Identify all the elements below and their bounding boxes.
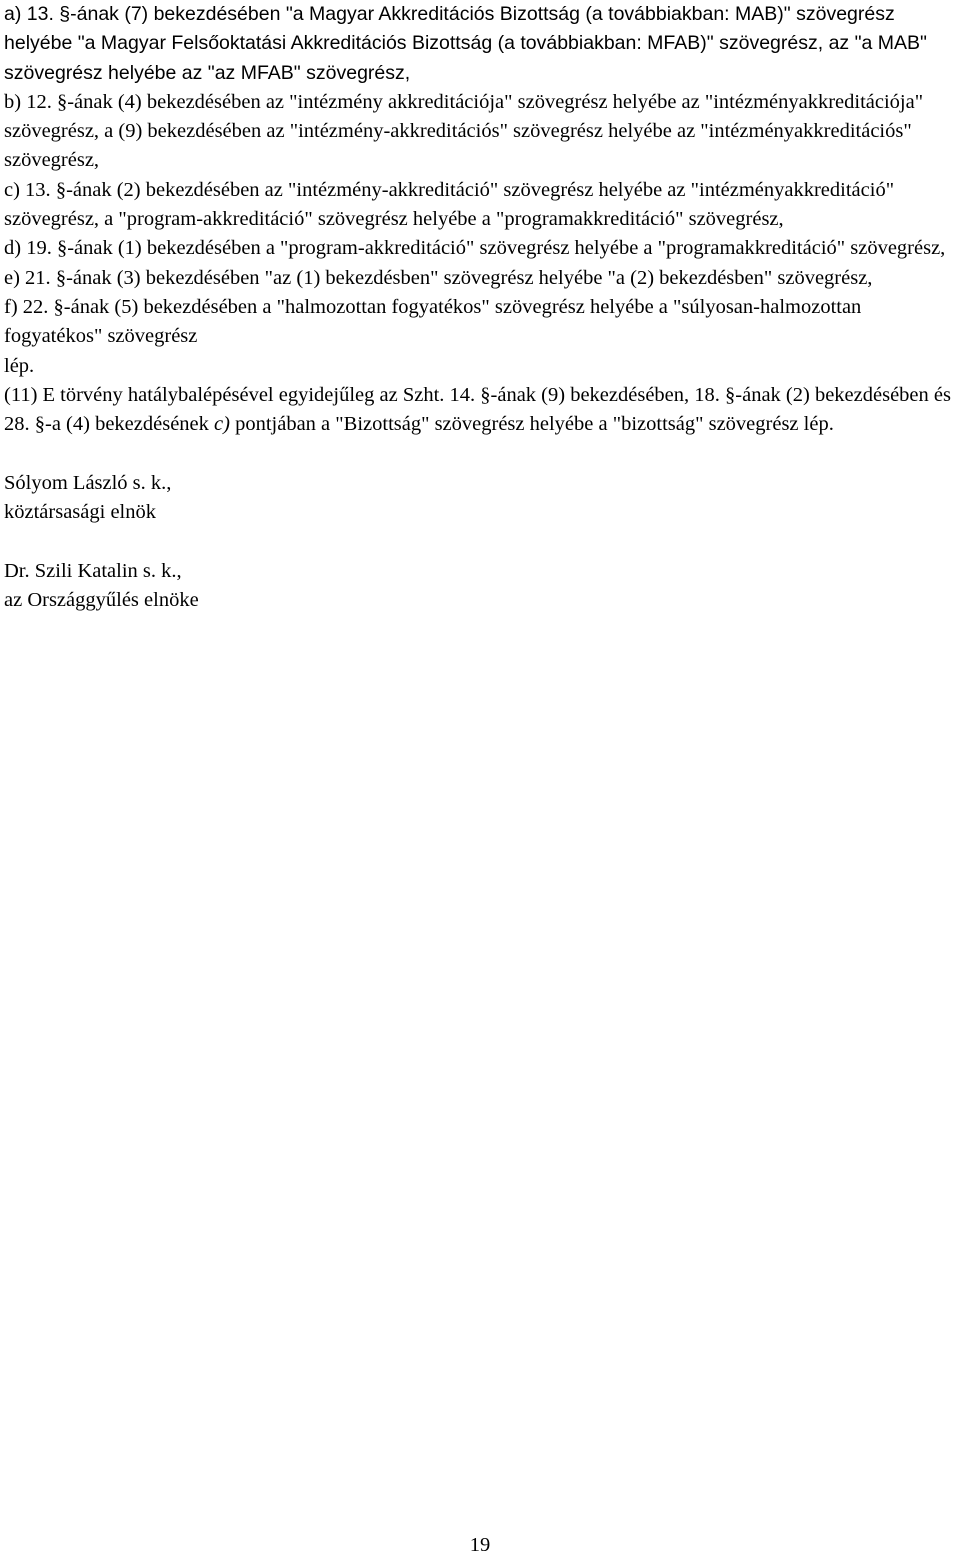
signatory-title: az Országgyűlés elnöke xyxy=(4,588,199,611)
closing-word: lép. xyxy=(4,354,35,377)
amendment-label: b) 12. xyxy=(4,90,52,113)
paragraph-11-point: c) xyxy=(214,413,230,436)
signatory-name: Sólyom László s. k., xyxy=(4,471,172,494)
signature-speaker xyxy=(4,557,956,616)
amendment-f xyxy=(4,293,956,352)
paragraph-11-before: (11) E törvény hatálybalépésével egyidejűleg az Szht. 14. §-ának (9) bekezdésében, 18. §-ának (2) bekezdésében és 28. §-a (4) bekezdésének xyxy=(4,383,951,436)
amendment-text: §-ának (5) bekezdésében a "halmozottan fogyatékos" szövegrész helyébe a "súlyosan-halmozottan fogyatékos" szövegrész xyxy=(4,295,862,348)
signature-president xyxy=(4,469,956,528)
amendment-e xyxy=(4,264,956,293)
amendment-a xyxy=(4,0,956,88)
amendment-c xyxy=(4,176,956,235)
amendment-label: f) 22. xyxy=(4,295,49,318)
amendment-label: d) 19. xyxy=(4,237,52,260)
amendment-text: §-ának (3) bekezdésében "az (1) bekezdésben" szövegrész helyébe "a (2) bekezdésben" szövegrész, xyxy=(50,266,873,289)
amendment-label: a) 13. xyxy=(4,3,54,25)
paragraph-11-after: pontjában a "Bizottság" szövegrész helyébe a "bizottság" szövegrész lép. xyxy=(229,413,834,436)
spacer xyxy=(4,527,956,556)
page-number: 19 xyxy=(469,1534,491,1556)
amendment-d xyxy=(4,234,956,263)
paragraph-11 xyxy=(4,381,956,440)
amendment-b xyxy=(4,88,956,176)
amendment-text: §-ának (4) bekezdésében az "intézmény akkreditációja" szövegrész helyébe az "intézményakkreditációja" szövegrész, a (9) bekezdésében az "intézmény-akkreditációs" szövegrész helyébe az "intézményakkreditációs" szövegrész, xyxy=(4,90,924,172)
amendment-text: §-ának (7) bekezdésében "a Magyar Akkreditációs Bizottság (a továbbiakban: MAB)" szövegrész helyébe "a Magyar Felsőoktatási Akkreditációs Bizottság (a továbbiakban: MFAB)" szövegrész, az "a MAB" szövegrész helyébe az "az MFAB" szövegrész, xyxy=(4,3,927,84)
amendment-label: e) 21. xyxy=(4,266,51,289)
amendment-label: c) 13. xyxy=(4,178,51,201)
document-body xyxy=(4,0,956,615)
spacer xyxy=(4,439,956,468)
signatory-name: Dr. Szili Katalin s. k., xyxy=(4,559,182,582)
amendment-text: §-ának (1) bekezdésében a "program-akkreditáció" szövegrész helyébe a "programakkreditáció" szövegrész, xyxy=(51,237,946,260)
signatory-title: köztársasági elnök xyxy=(4,501,156,524)
amendment-text: §-ának (2) bekezdésében az "intézmény-akkreditáció" szövegrész helyébe az "intézményakkreditáció" szövegrész, a "program-akkreditáció" szövegrész helyébe a "programakkreditáció" szövegrész, xyxy=(4,178,895,231)
